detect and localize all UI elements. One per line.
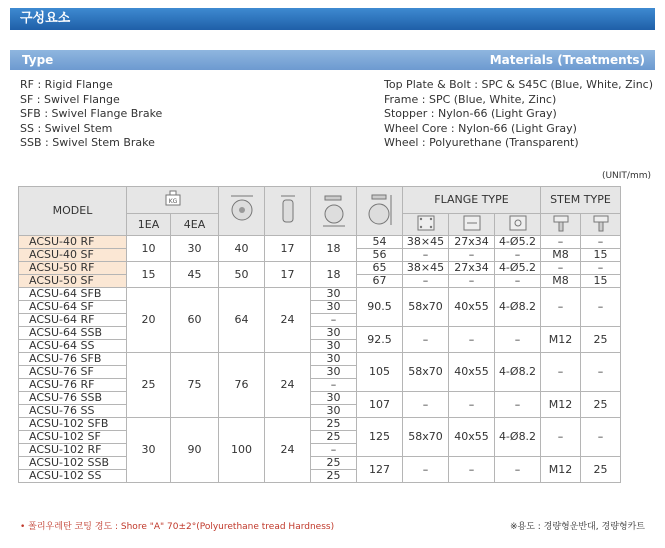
table-row [19, 288, 621, 301]
model-cell: ACSU-40 SF [19, 249, 127, 262]
table-row [19, 327, 621, 340]
wheel-diameter: 50 [219, 262, 265, 288]
model-cell: ACSU-50 RF [19, 262, 127, 275]
offset: 25 [311, 470, 357, 483]
plate-size: 58x70 [403, 288, 449, 327]
caster-offset-icon [311, 187, 357, 236]
load-4ea: 45 [171, 262, 219, 288]
stem-thread: – [541, 418, 581, 457]
bolt-pitch: – [449, 275, 495, 288]
stem-length-icon [581, 214, 621, 236]
stem-thread: M12 [541, 327, 581, 353]
plate-size: 38×45 [403, 262, 449, 275]
stem-length: – [581, 262, 621, 275]
model-cell: ACSU-76 SS [19, 405, 127, 418]
caster-height-icon [357, 187, 403, 236]
offset: 30 [311, 366, 357, 379]
load-1ea: 25 [127, 353, 171, 418]
table-row [19, 353, 621, 366]
type-item: RF : Rigid Flange [20, 78, 113, 91]
stem-length: 15 [581, 275, 621, 288]
type-item: SFB : Swivel Flange Brake [20, 107, 163, 120]
wheel-diameter: 40 [219, 236, 265, 262]
section-title: 구성요소 [10, 8, 655, 30]
offset: – [311, 379, 357, 392]
bolt-hole: – [495, 249, 541, 262]
model-cell: ACSU-64 SSB [19, 327, 127, 340]
height: 90.5 [357, 288, 403, 327]
model-cell: ACSU-102 SS [19, 470, 127, 483]
type-item: SF : Swivel Flange [20, 92, 120, 106]
bolt-hole: – [495, 327, 541, 353]
offset: 30 [311, 353, 357, 366]
stem-length: – [581, 353, 621, 392]
table-row [19, 236, 621, 249]
hardness-note: • 폴리우레탄 코팅 경도 : Shore "A" 70±2°(Polyurethane tread Hardness) [20, 522, 335, 532]
bolt-hole: – [495, 275, 541, 288]
material-item: Top Plate & Bolt : SPC & S45C (Blue, White, Zinc) [384, 78, 654, 91]
load-1ea: 30 [127, 418, 171, 483]
weight-icon [127, 187, 219, 214]
stem-thread-icon [541, 214, 581, 236]
materials-label: Materials (Treatments) [489, 53, 645, 67]
plate-size: – [403, 457, 449, 483]
materials-list [384, 78, 653, 151]
plate-size: 38×45 [403, 236, 449, 249]
wheel-width: 24 [265, 418, 311, 483]
height: 92.5 [357, 327, 403, 353]
model-cell: ACSU-40 RF [19, 236, 127, 249]
stem-thread: – [541, 236, 581, 249]
plate-size-icon [403, 214, 449, 236]
bolt-pitch: 27x34 [449, 262, 495, 275]
flange-type-header: FLANGE TYPE [403, 187, 541, 214]
plate-size: – [403, 275, 449, 288]
offset: 30 [311, 392, 357, 405]
material-item: Wheel Core : Nylon-66 (Light Gray) [384, 121, 577, 135]
col-1ea: 1EA [127, 214, 171, 236]
bolt-hole: 4-Ø8.2 [495, 288, 541, 327]
table-row [19, 262, 621, 275]
model-cell: ACSU-102 SFB [19, 418, 127, 431]
stem-length: – [581, 236, 621, 249]
bolt-pitch: 40x55 [449, 353, 495, 392]
type-label: Type [22, 53, 54, 67]
model-cell: ACSU-76 SFB [19, 353, 127, 366]
weight-icon-text: KG [168, 197, 177, 205]
load-1ea: 15 [127, 262, 171, 288]
plate-size: 58x70 [403, 353, 449, 392]
load-4ea: 30 [171, 236, 219, 262]
offset: 30 [311, 327, 357, 340]
stem-thread: – [541, 262, 581, 275]
wheel-width-icon [265, 187, 311, 236]
load-1ea: 10 [127, 236, 171, 262]
height: 127 [357, 457, 403, 483]
model-cell: ACSU-102 SSB [19, 457, 127, 470]
height: 54 [357, 236, 403, 249]
stem-type-header: STEM TYPE [541, 187, 621, 214]
stem-length: – [581, 418, 621, 457]
wheel-diameter: 76 [219, 353, 265, 418]
bolt-hole: 4-Ø5.2 [495, 262, 541, 275]
bolt-pitch-icon [449, 214, 495, 236]
table-row [19, 392, 621, 405]
offset: 30 [311, 288, 357, 301]
model-cell: ACSU-102 RF [19, 444, 127, 457]
height: 125 [357, 418, 403, 457]
bolt-pitch: 40x55 [449, 288, 495, 327]
type-item: SS : Swivel Stem [20, 121, 113, 135]
height: 67 [357, 275, 403, 288]
model-cell: ACSU-76 RF [19, 379, 127, 392]
material-item: Stopper : Nylon-66 (Light Gray) [384, 107, 557, 120]
type-item: SSB : Swivel Stem Brake [20, 136, 155, 149]
offset: 30 [311, 301, 357, 314]
bolt-hole: – [495, 392, 541, 418]
height: 65 [357, 262, 403, 275]
col-4ea: 4EA [171, 214, 219, 236]
bolt-pitch: – [449, 457, 495, 483]
stem-thread: M12 [541, 457, 581, 483]
bolt-hole: – [495, 457, 541, 483]
load-1ea: 20 [127, 288, 171, 353]
model-cell: ACSU-76 SSB [19, 392, 127, 405]
load-4ea: 75 [171, 353, 219, 418]
bolt-pitch: – [449, 392, 495, 418]
height: 56 [357, 249, 403, 262]
model-cell: ACSU-76 SF [19, 366, 127, 379]
stem-thread: M8 [541, 249, 581, 262]
offset: – [311, 444, 357, 457]
bolt-pitch: – [449, 249, 495, 262]
model-cell: ACSU-64 SF [19, 301, 127, 314]
table-row [19, 457, 621, 470]
bolt-hole: 4-Ø8.2 [495, 353, 541, 392]
stem-thread: – [541, 353, 581, 392]
offset: 25 [311, 418, 357, 431]
model-cell: ACSU-50 SF [19, 275, 127, 288]
load-4ea: 90 [171, 418, 219, 483]
wheel-width: 24 [265, 353, 311, 418]
bolt-hole: 4-Ø5.2 [495, 236, 541, 249]
stem-thread: – [541, 288, 581, 327]
unit-label: (UNIT/mm) [601, 171, 651, 181]
stem-thread: M8 [541, 275, 581, 288]
height: 105 [357, 353, 403, 392]
usage-note: ※용도 : 경량형운반대, 경량형카트 [509, 522, 645, 532]
bolt-pitch: – [449, 327, 495, 353]
stem-length: 25 [581, 327, 621, 353]
material-item: Wheel : Polyurethane (Transparent) [384, 136, 579, 149]
offset: 25 [311, 431, 357, 444]
wheel-diameter-icon [219, 187, 265, 236]
type-bar [10, 50, 655, 70]
wheel-diameter: 64 [219, 288, 265, 353]
bolt-pitch: 27x34 [449, 236, 495, 249]
table-row [19, 418, 621, 431]
plate-size: – [403, 249, 449, 262]
wheel-width: 24 [265, 288, 311, 353]
material-item: Frame : SPC (Blue, White, Zinc) [384, 92, 557, 106]
offset: – [311, 314, 357, 327]
bolt-hole-icon [495, 214, 541, 236]
offset: 18 [311, 236, 357, 262]
offset: 25 [311, 457, 357, 470]
wheel-width: 17 [265, 236, 311, 262]
type-list [20, 78, 162, 151]
stem-thread: M12 [541, 392, 581, 418]
offset: 30 [311, 405, 357, 418]
offset: 18 [311, 262, 357, 288]
plate-size: – [403, 327, 449, 353]
stem-length: 25 [581, 457, 621, 483]
bolt-hole: 4-Ø8.2 [495, 418, 541, 457]
plate-size: – [403, 392, 449, 418]
stem-length: – [581, 288, 621, 327]
wheel-width: 17 [265, 262, 311, 288]
offset: 30 [311, 340, 357, 353]
plate-size: 58x70 [403, 418, 449, 457]
model-header: MODEL [19, 187, 127, 236]
model-cell: ACSU-64 SS [19, 340, 127, 353]
load-4ea: 60 [171, 288, 219, 353]
spec-table [18, 186, 621, 483]
bolt-pitch: 40x55 [449, 418, 495, 457]
model-cell: ACSU-102 SF [19, 431, 127, 444]
stem-length: 25 [581, 392, 621, 418]
wheel-diameter: 100 [219, 418, 265, 483]
model-cell: ACSU-64 SFB [19, 288, 127, 301]
height: 107 [357, 392, 403, 418]
model-cell: ACSU-64 RF [19, 314, 127, 327]
stem-length: 15 [581, 249, 621, 262]
